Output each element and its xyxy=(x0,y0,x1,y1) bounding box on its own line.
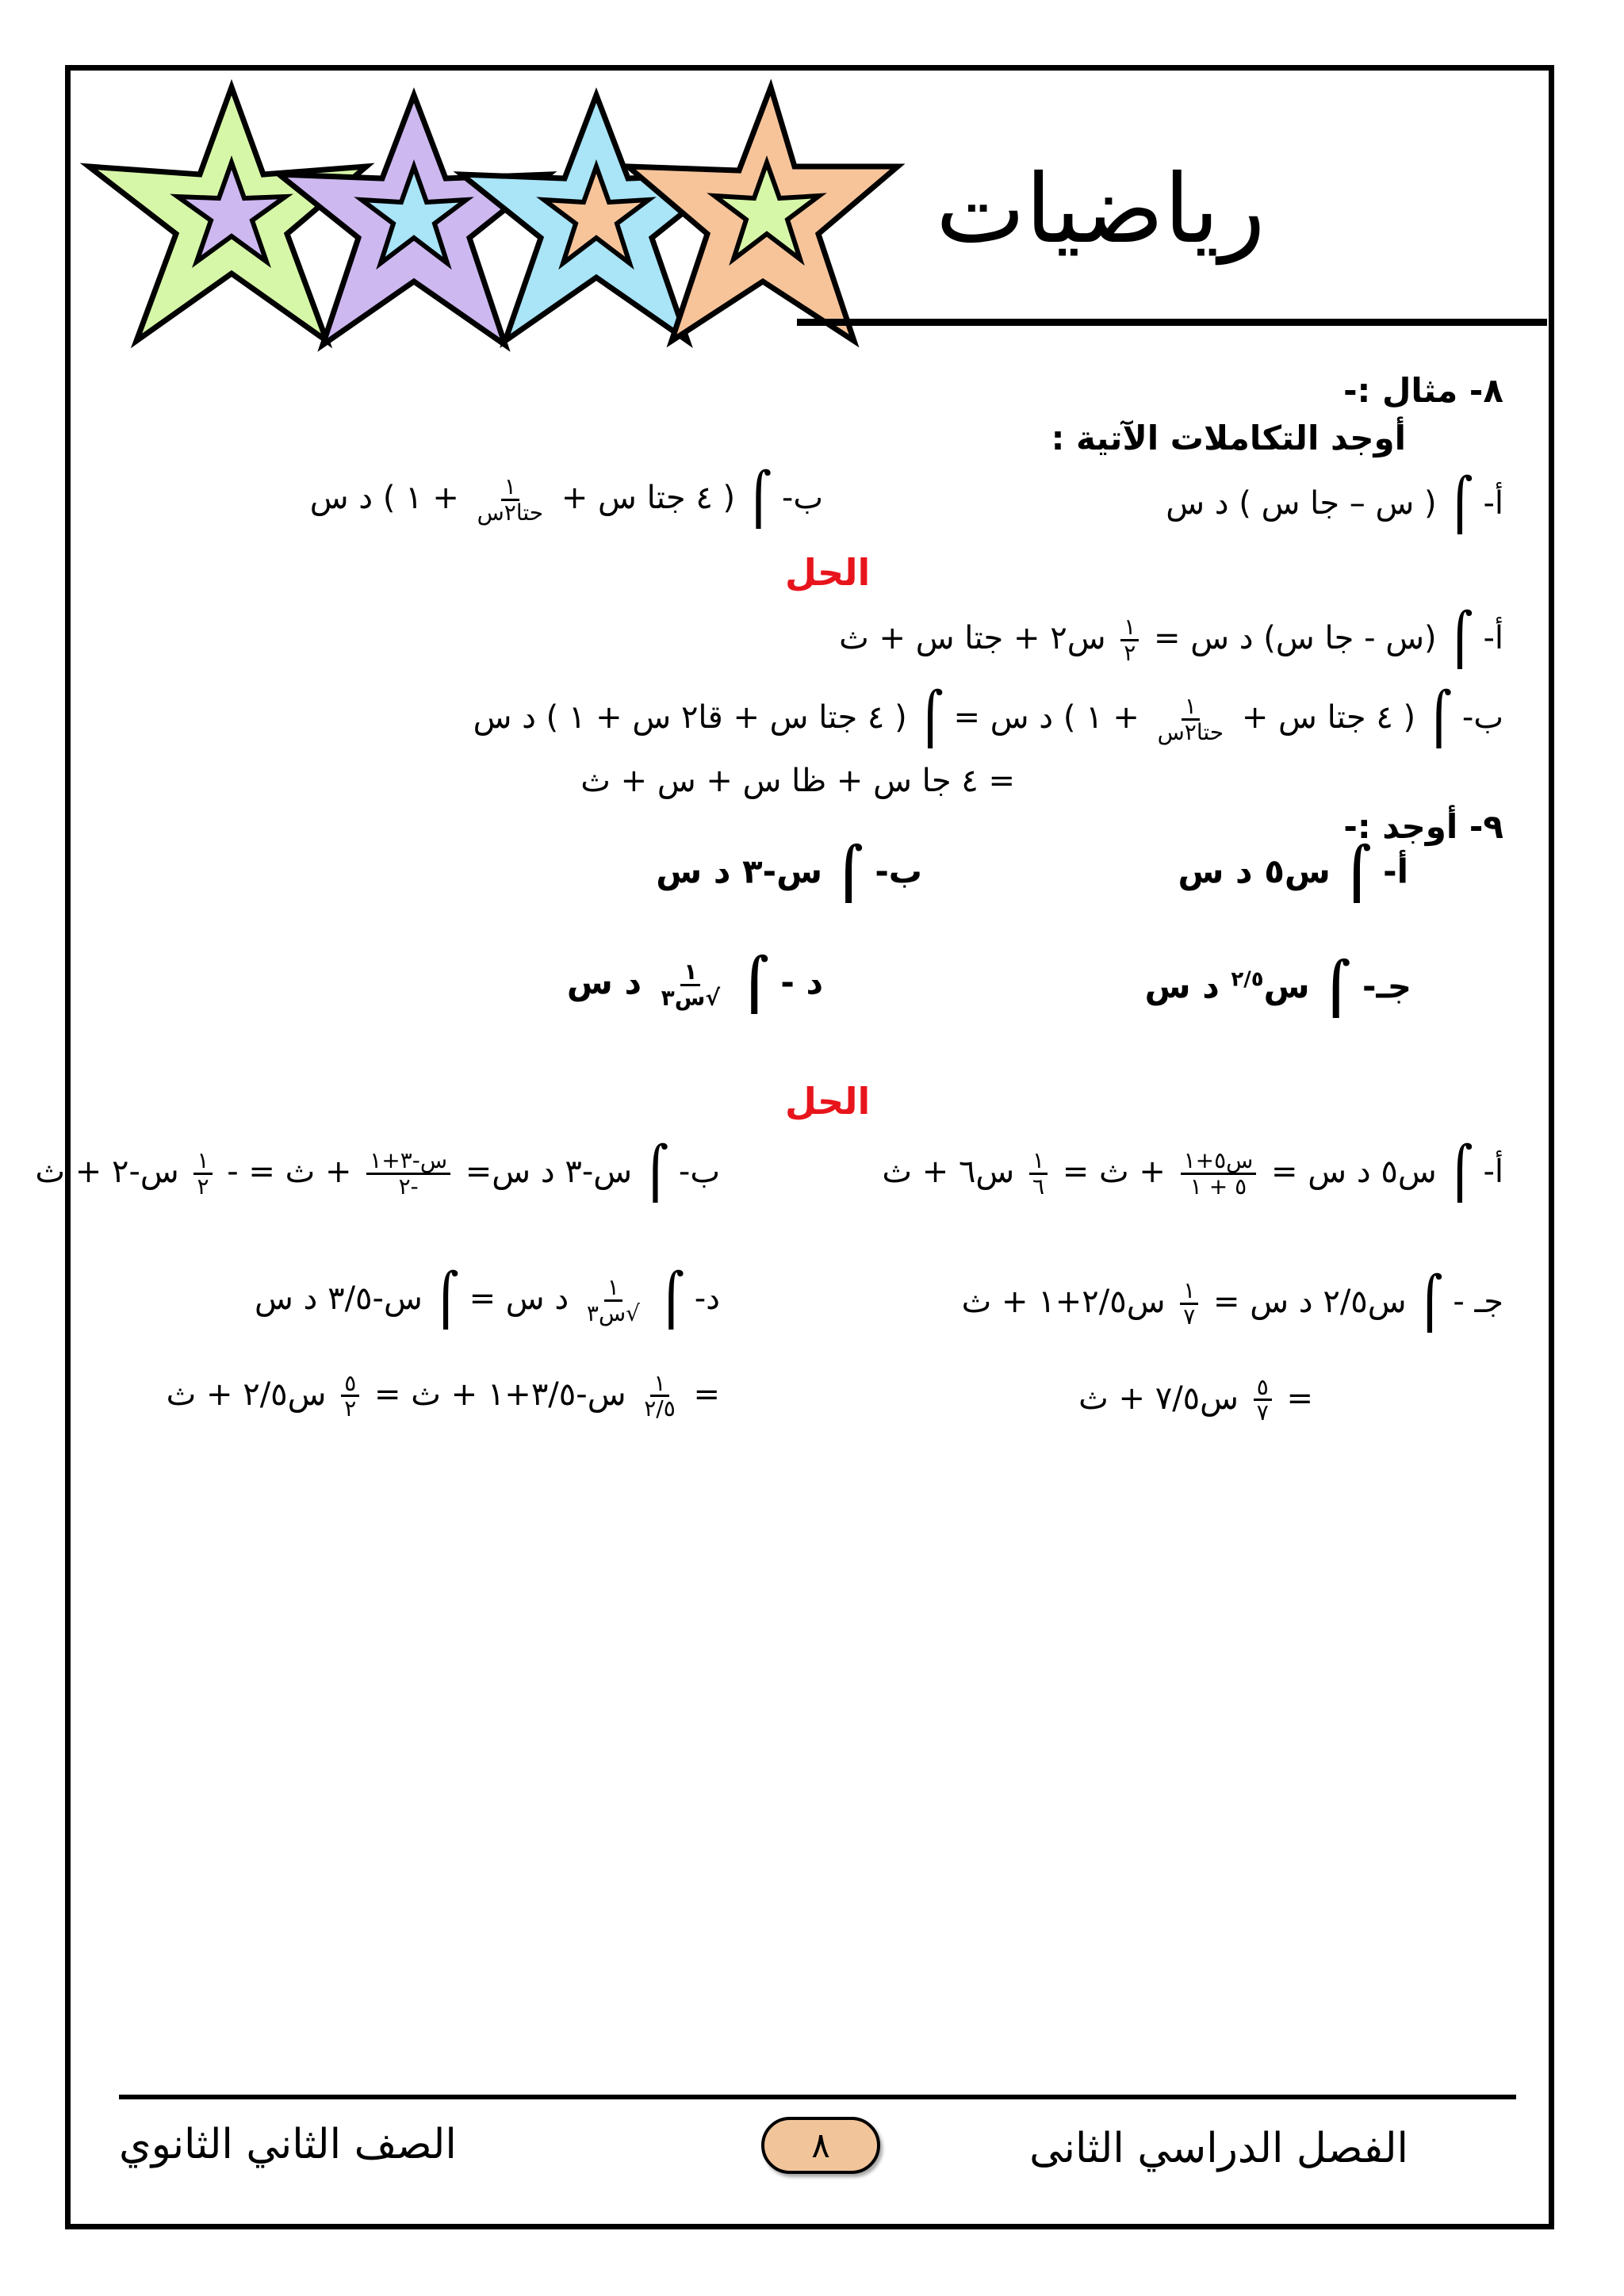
example8-solution-a xyxy=(839,610,1503,669)
solution-a-end: س٦ + ث xyxy=(882,1154,1015,1190)
fraction-denominator: ٢ xyxy=(1124,639,1136,666)
fraction-denominator: حتا٢س xyxy=(477,499,544,526)
fraction-numerator: س٥+١ xyxy=(1181,1149,1257,1174)
integral-sign-icon: ⌠ xyxy=(1446,1144,1473,1203)
integral-sign-icon: ⌠ xyxy=(1342,844,1372,903)
example9-question-a xyxy=(1178,844,1408,903)
example8-solution-b xyxy=(473,690,1503,748)
solution-a-mid: + ث = xyxy=(1062,1154,1166,1190)
fraction-numerator: ١ xyxy=(604,1276,622,1301)
solution-c-fraction xyxy=(1180,1279,1198,1328)
question-a-label: أ- xyxy=(1383,851,1408,891)
example8-solution-label: الحل xyxy=(785,551,871,594)
page-number: ٨ xyxy=(811,2125,830,2166)
integral-sign-icon: ⌠ xyxy=(739,955,769,1014)
fraction-numerator: ٥ xyxy=(341,1372,359,1397)
footer-grade: الصف الثاني الثانوي xyxy=(119,2121,457,2168)
example8-solution-b-line2: = ٤ جا س + ظا س + س + ث xyxy=(580,763,1015,799)
example8-question-b xyxy=(309,470,823,529)
page-border xyxy=(65,65,1554,2229)
page-number-badge xyxy=(761,2117,880,2174)
solution-b-start: ( ٤ جتا س + xyxy=(1241,699,1416,736)
solution-c-line2-fraction xyxy=(1254,1376,1272,1425)
example9-solution-c xyxy=(961,1274,1503,1333)
integral-sign-icon: ⌠ xyxy=(657,1271,685,1330)
fraction-denominator: ٢/٥ xyxy=(644,1395,676,1422)
integral-sign-icon: ⌠ xyxy=(917,690,944,748)
solution-d-line2-mid: س-٣/٥+١ + ث = xyxy=(373,1376,626,1413)
fraction-denominator: ٧ xyxy=(1256,1399,1269,1426)
fraction-numerator: ١ xyxy=(1029,1149,1048,1174)
fraction-numerator: ١ xyxy=(680,960,700,985)
question-c-end: د س xyxy=(1144,966,1220,1006)
integral-sign-icon: ⌠ xyxy=(745,470,772,529)
example8-heading: ٨- مثال :- xyxy=(1343,371,1503,410)
example9-solution-b xyxy=(35,1144,720,1203)
solution-b-end: س-٢ + ث xyxy=(35,1154,179,1190)
fraction-denominator: ٧ xyxy=(1183,1303,1196,1330)
integral-sign-icon: ⌠ xyxy=(1416,1274,1443,1333)
integral-sign-icon: ⌠ xyxy=(1321,959,1351,1018)
solution-d-end: س-٣/٥ د س xyxy=(255,1280,423,1317)
solution-b-end: ( ٤ جتا س + قا٢ س + ١ ) د س xyxy=(473,699,907,736)
solution-a-text: س٥ د س = xyxy=(1271,1154,1437,1190)
solution-b-label: ب- xyxy=(1461,699,1503,736)
solution-c-text: س٢/٥ د س = xyxy=(1213,1284,1407,1320)
solution-a-fraction1 xyxy=(1181,1149,1257,1198)
page-title: رياضيات xyxy=(936,155,1266,265)
fraction-numerator: ١ xyxy=(193,1149,212,1174)
solution-a-fraction2 xyxy=(1029,1149,1048,1198)
question-a-expression: س٥ د س xyxy=(1178,851,1331,891)
solution-d-mid: د س = xyxy=(469,1280,569,1317)
title-underline xyxy=(797,319,1547,326)
solution-a-end: س٢ + جتا س + ث xyxy=(839,620,1106,656)
fraction-numerator: ١ xyxy=(1180,1279,1198,1304)
stars-decoration xyxy=(73,79,906,365)
question-c-base: س xyxy=(1263,966,1310,1006)
question-a-label: أ- xyxy=(1483,485,1503,522)
solution-c-end: س٢/٥+١ + ث xyxy=(961,1284,1166,1320)
fraction-numerator: ٥ xyxy=(1254,1376,1272,1401)
question-b-expression-start: ( ٤ جتا س + xyxy=(561,480,736,516)
fraction-denominator: ٥ + ١ xyxy=(1189,1173,1247,1200)
example9-heading: ٩- أوجد :- xyxy=(1343,807,1503,846)
solution-d-line2-end: س٢/٥ + ث xyxy=(166,1376,327,1413)
fraction-denominator: -٢ xyxy=(398,1173,419,1200)
solution-b-text: س-٣ د س= xyxy=(465,1154,633,1190)
question-b-fraction xyxy=(474,475,547,524)
footer-semester: الفصل الدراسي الثانى xyxy=(1029,2125,1408,2172)
solution-b-label: ب- xyxy=(678,1154,720,1190)
solution-b-mid: + ث = - xyxy=(227,1154,352,1190)
example8-instruction: أوجد التكاملات الآتية : xyxy=(1051,419,1406,457)
question-d-label: د - xyxy=(780,962,823,1002)
solution-b-fraction1 xyxy=(366,1149,450,1198)
example9-solution-d xyxy=(255,1271,720,1330)
footer-rule xyxy=(119,2095,1516,2099)
question-c-label: جـ- xyxy=(1362,966,1411,1006)
fraction-denominator: حتا٢س xyxy=(1157,718,1224,745)
fraction-denominator: √س٣ xyxy=(661,984,721,1011)
solution-d-line2-fraction2 xyxy=(341,1372,359,1421)
fraction-numerator: س-٣+١ xyxy=(366,1149,450,1174)
fraction-denominator: ٦ xyxy=(1032,1173,1045,1200)
fraction-denominator: ٢ xyxy=(197,1173,209,1200)
integral-sign-icon: ⌠ xyxy=(1446,610,1473,669)
solution-d-fraction xyxy=(584,1276,643,1325)
solution-d-line2-fraction xyxy=(641,1372,679,1421)
solution-d-line2-start: = xyxy=(693,1376,720,1413)
example8-question-a xyxy=(1166,476,1503,534)
question-d-fraction xyxy=(658,960,723,1009)
fraction-denominator: √س٣ xyxy=(586,1299,640,1326)
star-purple xyxy=(279,95,549,345)
example9-question-c xyxy=(1144,959,1411,1018)
solution-a-label: أ- xyxy=(1483,1154,1503,1190)
solution-d-label: د- xyxy=(694,1280,720,1317)
example9-solution-d-line2 xyxy=(167,1372,720,1421)
question-d-end: د س xyxy=(566,962,642,1002)
solution-a-start: (س - جا س) د س = xyxy=(1154,620,1437,656)
example9-solution-c-line2 xyxy=(1078,1376,1313,1425)
integral-sign-icon: ⌠ xyxy=(833,844,864,903)
question-c-exponent: ٢/٥ xyxy=(1231,967,1264,992)
solution-c-line2-start: = xyxy=(1286,1380,1313,1417)
question-b-expression: س-٣ د س xyxy=(656,851,823,891)
fraction-numerator: ١ xyxy=(1182,695,1200,720)
fraction-numerator: ١ xyxy=(650,1372,668,1397)
integral-sign-icon: ⌠ xyxy=(1425,690,1453,748)
solution-c-line2-end: س٧/٥ + ث xyxy=(1078,1380,1239,1417)
example9-solution-a xyxy=(882,1144,1503,1203)
fraction-denominator: ٢ xyxy=(344,1395,357,1422)
solution-c-label: جـ - xyxy=(1453,1284,1503,1320)
example9-question-d xyxy=(566,955,823,1014)
integral-sign-icon: ⌠ xyxy=(432,1271,459,1330)
integral-sign-icon: ⌠ xyxy=(642,1144,669,1203)
example9-question-b xyxy=(656,844,922,903)
solution-b-fraction2 xyxy=(193,1149,212,1198)
solution-b-mid: + ١ ) د س = xyxy=(953,699,1139,736)
solution-b-fraction xyxy=(1155,695,1228,744)
question-b-expression-end: + ١ ) د س xyxy=(309,480,459,516)
question-a-expression: ( س – جا س ) د س xyxy=(1166,485,1437,522)
solution-a-label: أ- xyxy=(1483,620,1503,656)
integral-sign-icon: ⌠ xyxy=(1446,476,1473,534)
question-b-label: ب- xyxy=(781,480,823,516)
solution-a-fraction xyxy=(1120,615,1139,664)
question-b-label: ب- xyxy=(875,851,922,891)
fraction-numerator: ١ xyxy=(1120,615,1139,641)
fraction-numerator: ١ xyxy=(501,475,519,500)
example9-solution-label: الحل xyxy=(785,1080,871,1123)
